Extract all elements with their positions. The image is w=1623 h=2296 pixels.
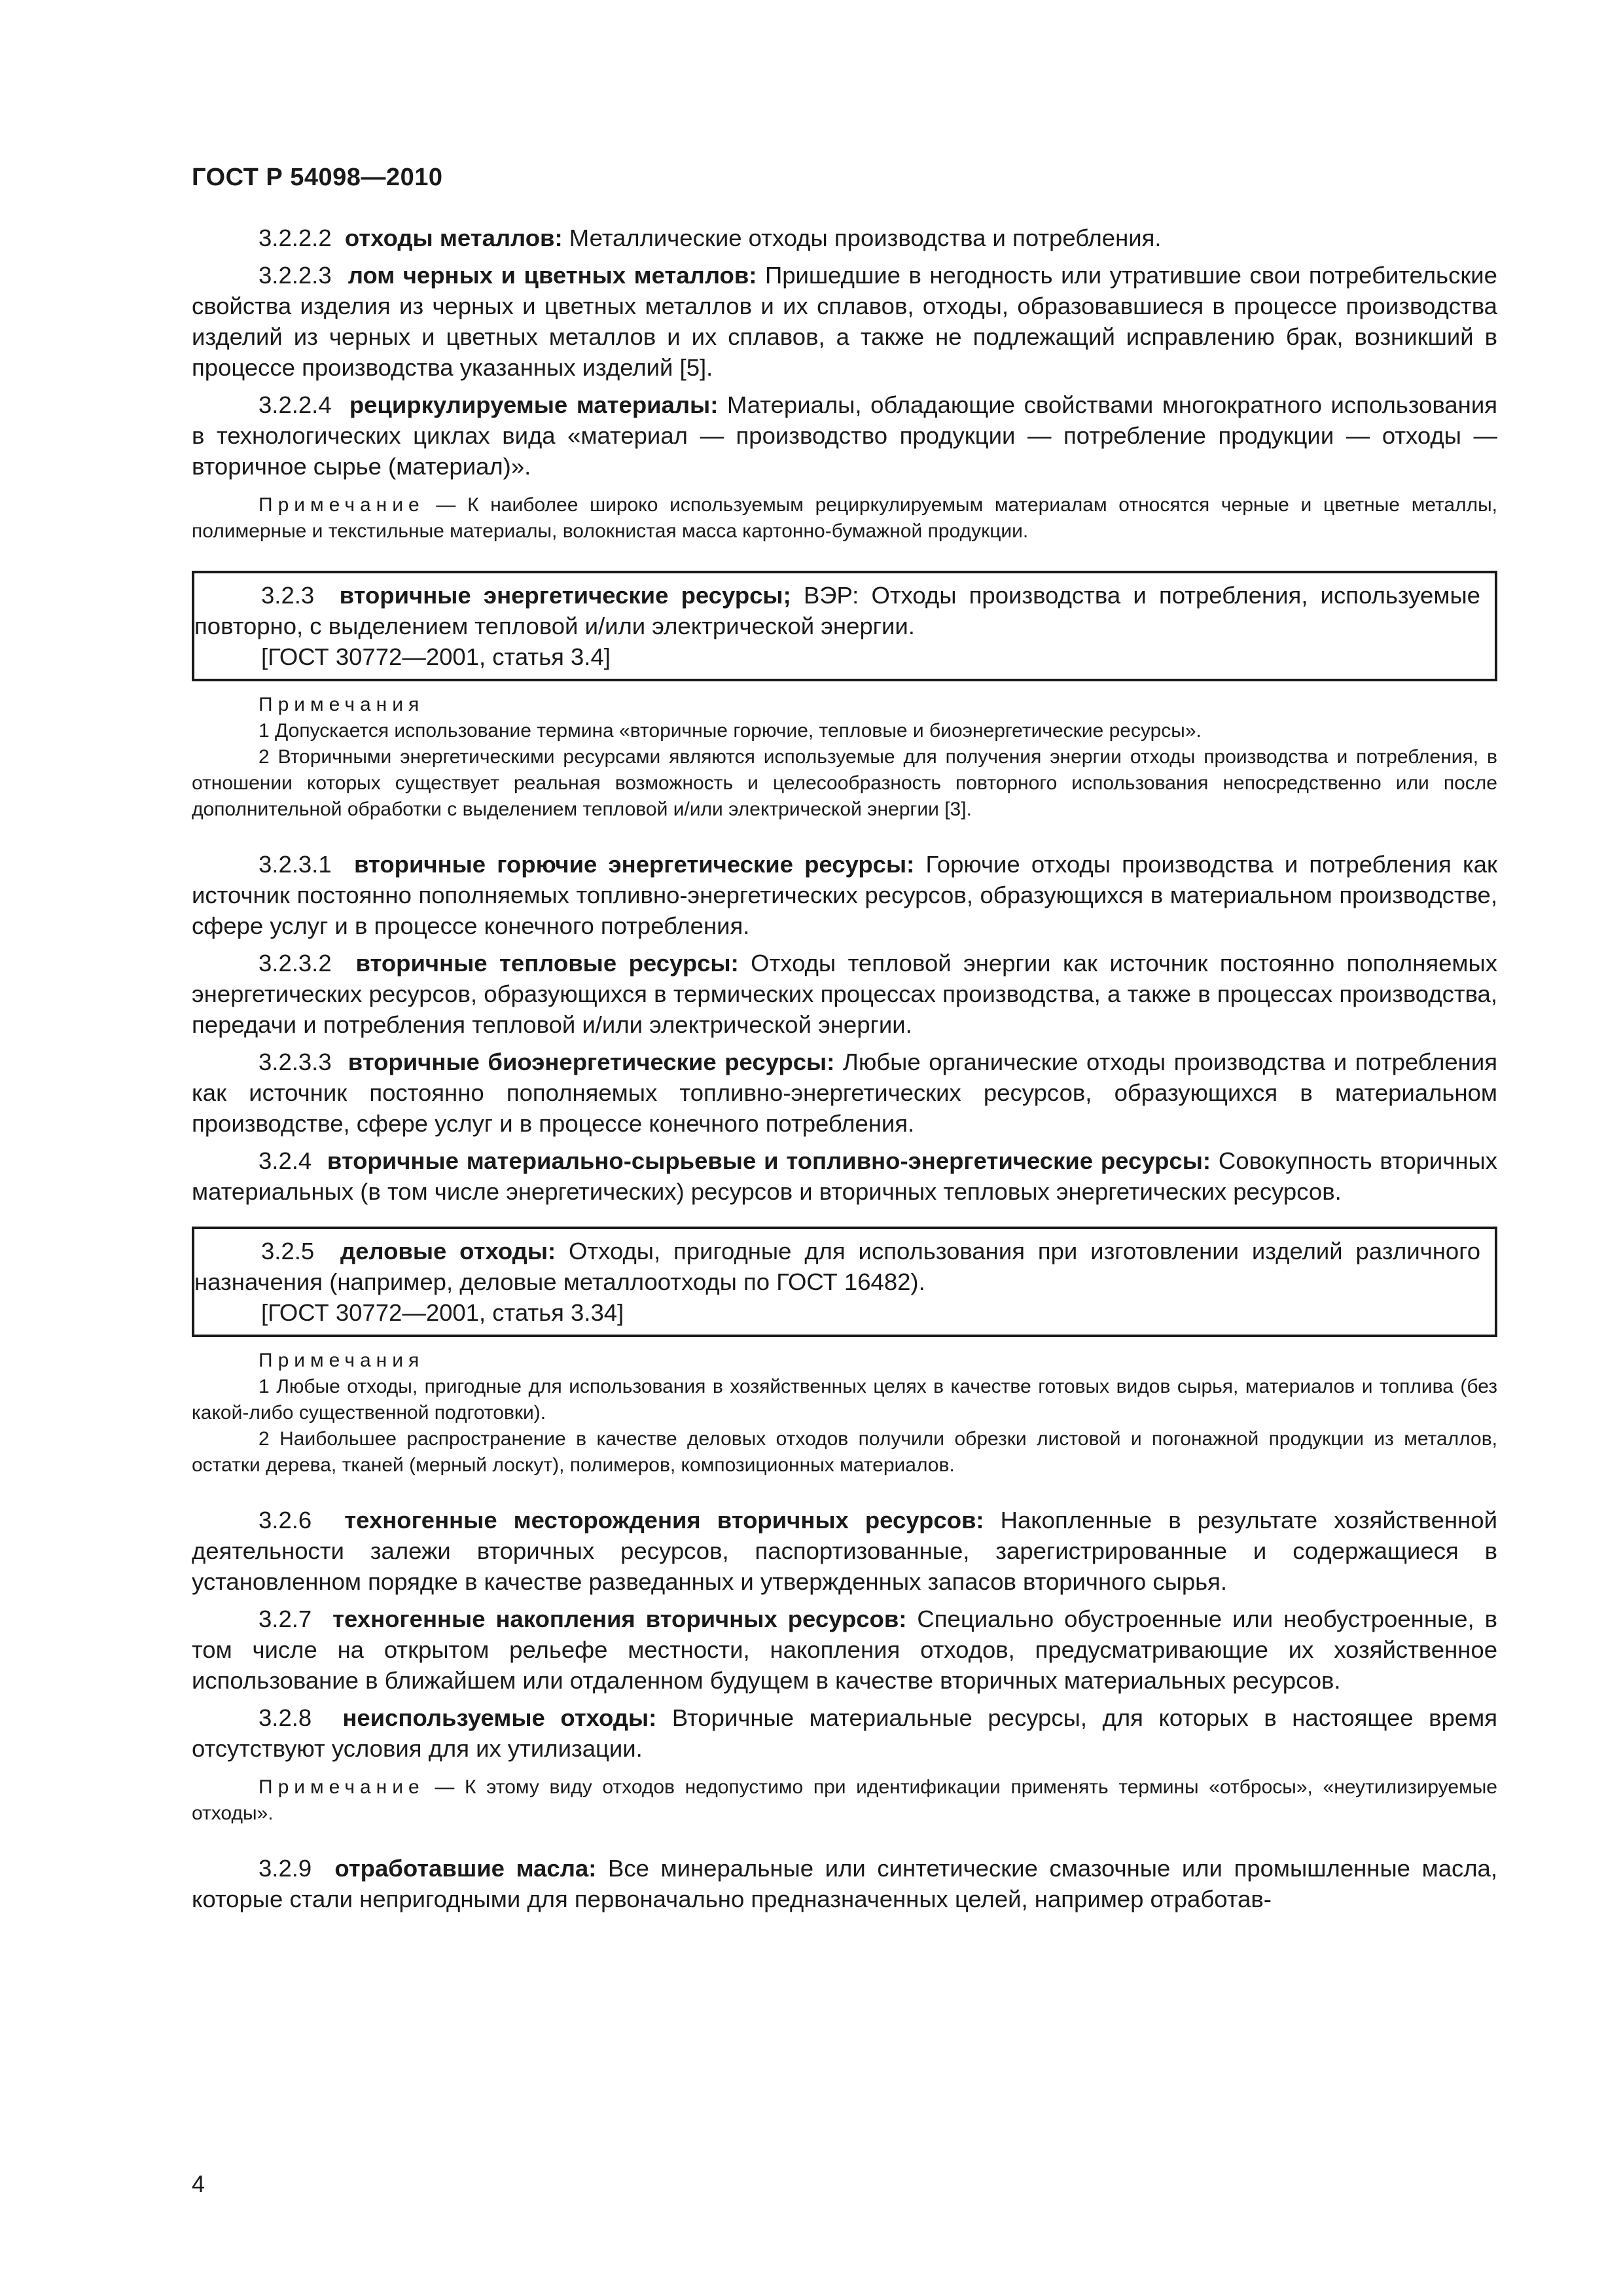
notes-3 [192,1348,1497,1479]
term: вторичные материально-сырьевые и топливно-энергетические ресурсы: [327,1147,1211,1174]
term: неиспользуемые отходы: [342,1704,657,1731]
term: лом черных и цветных металлов: [348,262,757,289]
clause-3-2-7: 3.2.7 техногенные накопления вторичных ресурсов: Специально обустроенные или необустроенные, в том числе на открытом рельефе местности, накопления отходов, предусматривающие их хозяйственное использование в ближайшем или отдаленном будущем в качестве вторичных материальных ресурсов. [192,1605,1497,1694]
boxed-definition-3-2-3: 3.2.3 вторичные энергетические ресурсы; ВЭР: Отходы производства и потребления, используемые повторно, с выделением тепловой и/или электрической энергии. [ГОСТ 30772—2001, статья 3.4] [192,571,1497,681]
note-item: 2 Наибольшее распространение в качестве деловых отходов получили обрезки листовой и погонажной продукции из металлов, остатки дерева, тканей (мерный лоскут), полимеров, композиционных материалов. [192,1428,1497,1476]
clause-3-2-2-4: 3.2.2.4 рециркулируемые материалы: Материалы, обладающие свойствами многократного использования в технологических циклах вида «материал — производство продукции — потребление продукции — отходы — вторичное сырье (материал)». [192,391,1497,480]
term: вторичные энергетические ресурсы; [339,582,791,609]
note-4: Примечание — К этому виду отходов недопустимо при идентификации применять термины «отбросы», «неутилизируемые отходы». [192,1776,1497,1824]
clause-3-2-3-1: 3.2.3.1 вторичные горючие энергетические ресурсы: Горючие отходы производства и потребления как источник постоянно пополняемых топливно-энергетических ресурсов, образующихся в материальном производстве, сфере услуг и в процессе конечного потребления. [192,851,1497,939]
notes-2 [192,692,1497,823]
clause-3-2-2-2: 3.2.2.2 отходы металлов: Металлические отходы производства и потребления. [259,224,1162,251]
term: техногенные месторождения вторичных ресурсов: [344,1507,984,1534]
note-item: 1 Любые отходы, пригодные для использования в хозяйственных целях в качестве готовых видов сырья, материалов и топлива (без какой-либо существенной подготовки). [192,1376,1497,1424]
note-label: Примечание [259,1776,425,1798]
clause-3-2-9: 3.2.9 отработавшие масла: Все минеральные или синтетические смазочные или промышленные масла, которые стали непригодными для первоначально предназначенных целей, например отработав- [192,1855,1497,1912]
reference: [ГОСТ 30772—2001, статья 3.4] [261,643,611,670]
term: рециркулируемые материалы: [349,391,719,418]
term: вторичные тепловые ресурсы: [355,950,739,977]
term: деловые отходы: [340,1238,556,1265]
reference: [ГОСТ 30772—2001, статья 3.34] [261,1299,624,1326]
document-body [192,223,1497,1921]
term: вторичные биоэнергетические ресурсы: [348,1049,835,1075]
page-number: 4 [192,2170,205,2197]
note-item: 2 Вторичными энергетическими ресурсами являются используемые для получения энергии отходы производства и потребления, в отношении которых существует реальная возможность и целесообразность повторного использования непосредственно или после дополнительной обработки с выделением тепловой и/или электрической энергии [3]. [192,746,1497,820]
clause-3-2-6: 3.2.6 техногенные месторождения вторичных ресурсов: Накопленные в результате хозяйственной деятельности залежи вторичных ресурсов, паспортизованные, зарегистрированные и содержащиеся в установленном порядке в качестве разведанных и утвержденных запасов вторичного сырья. [192,1507,1497,1595]
clause-3-2-3-3: 3.2.3.3 вторичные биоэнергетические ресурсы: Любые органические отходы производства и потребления как источник постоянно пополняемых топливно-энергетических ресурсов, образующихся в материальном производстве, сфере услуг и в процессе конечного потребления. [192,1049,1497,1137]
clause-3-2-8: 3.2.8 неиспользуемые отходы: Вторичные материальные ресурсы, для которых в настоящее время отсутствуют условия для их утилизации. [192,1704,1497,1762]
clause-3-2-4: 3.2.4 вторичные материально-сырьевые и топливно-энергетические ресурсы: Совокупность вторичных материальных (в том числе энергетических) ресурсов и вторичных тепловых энергетических ресурсов. [192,1147,1497,1205]
notes-heading: Примечания [259,694,425,715]
clause-3-2-2-3: 3.2.2.3 лом черных и цветных металлов: Пришедшие в негодность или утратившие свои потребительские свойства изделия из черных и цветных металлов и их сплавов, отходы, образовавшиеся в процессе производства изделий из черных и цветных металлов и их сплавов, а также не подлежащий исправлению брак, возникший в процессе производства указанных изделий [5]. [192,262,1497,381]
note-label: Примечание [259,494,425,516]
term: техногенные накопления вторичных ресурсов: [332,1605,907,1632]
document-header: ГОСТ Р 54098—2010 [192,164,443,191]
term: вторичные горючие энергетические ресурсы: [354,851,915,878]
clause-3-2-3-2: 3.2.3.2 вторичные тепловые ресурсы: Отходы тепловой энергии как источник постоянно пополняемых энергетических ресурсов, образующихся в термических процессах производства, а также в процессах производства, передачи и потребления тепловой и/или электрической энергии. [192,950,1497,1038]
note-1: Примечание — К наиболее широко используемым рециркулируемым материалам относятся черные и цветные металлы, полимерные и текстильные материалы, волокнистая масса картонно-бумажной продукции. [192,494,1497,542]
term: отработавшие масла: [334,1855,597,1882]
term: отходы металлов: [344,224,563,251]
note-item: 1 Допускается использование термина «вторичные горючие, тепловые и биоэнергетические ресурсы». [259,720,1202,742]
boxed-definition-3-2-5: 3.2.5 деловые отходы: Отходы, пригодные для использования при изготовлении изделий различного назначения (например, деловые металлоотходы по ГОСТ 16482). [ГОСТ 30772—2001, статья 3.34] [192,1227,1497,1337]
notes-heading: Примечания [259,1350,425,1371]
